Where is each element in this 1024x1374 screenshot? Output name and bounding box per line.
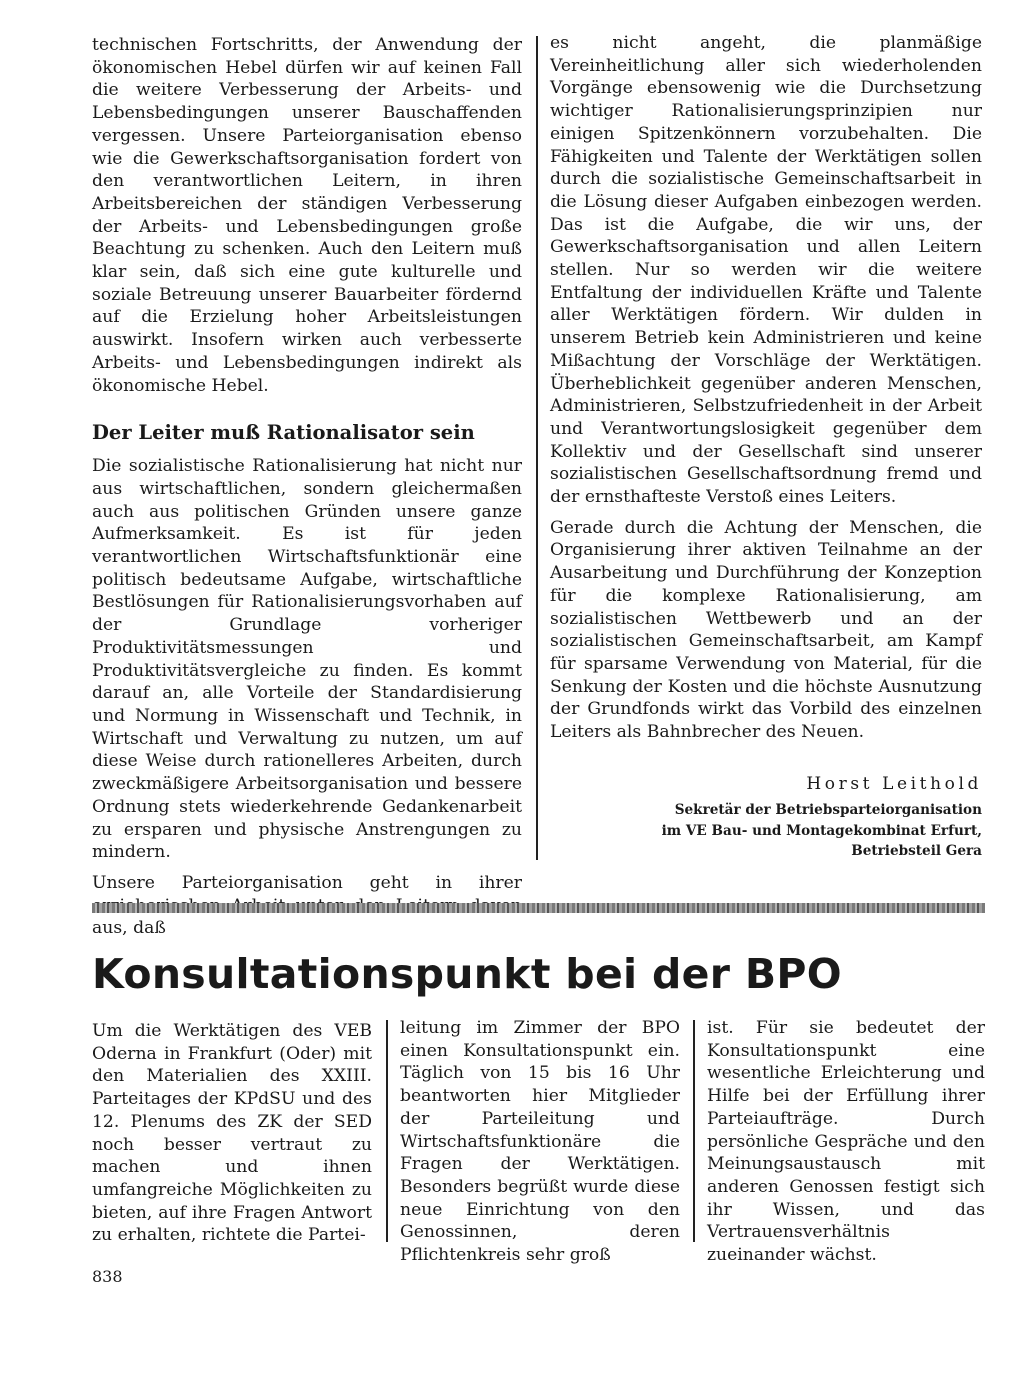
paragraph-benefit: ist. Für sie bedeutet der Konsultationspunkt eine wesentliche Erleichterung und Hilfe bei der Erfüllung ihrer Parteiaufträge. Durch persönliche Gespräche und den Meinungsaustausch mit anderen Genossen festigt sich ihr Wissen, und das Vertrauensverhältnis zueinander wächst. [707,1018,985,1266]
paragraph-working-conditions: technischen Fortschritts, der Anwendung der ökonomischen Hebel dürfen wir auf keinen Fall die weitere Verbesserung der Arbeits- und Lebensbedingungen unserer Bauschaffenden vergessen. Unsere Parteiorganisation ebenso wie die Gewerkschaftsorganisation fordert von den verantwortlichen Leitern, in ihren Arbeitsbereichen der ständigen Verbesserung der Arbeits- und Lebensbedingungen große Beachtung zu schenken. Auch den Leitern muß klar sein, daß sich eine gute kulturelle und soziale Betreuung unserer Bauarbeiter fördernd auf die Erzielung hoher Arbeitsleistungen auswirkt. Insofern wirken auch verbesserte Arbeits- und Lebensbedingungen indirekt als ökonomische Hebel. [92,35,522,396]
bottom-column-3 [707,1017,985,1267]
bottom-column-2 [400,1017,680,1267]
article-left-column [92,34,522,940]
paragraph-rationalization: Die sozialistische Rationalisierung hat nicht nur aus wirtschaftlichen, sondern gleichermaßen auch aus politischen Gründen unsere ganze Aufmerksamkeit. Es ist für jeden verantwortlichen Wirtschaftsfunktionär eine politisch bedeutsame Aufgabe, wirtschaftliche Bestlösungen für Rationalisierungsvorhaben auf der Grundlage vorheriger Produktivitätsmessungen und Produktivitätsvergleiche zu finden. Es kommt darauf an, alle Vorteile der Standardisierung und Normung in Wissenschaft und Technik, in Wirtschaft und Verwaltung zu nutzen, um auf diese Weise durch rationelleres Arbeiten, durch zweckmäßigere Arbeitsorganisation und bessere Ordnung stets wiederkehrende Gedankenarbeit zu ersparen und physische Anstrengungen zu mindern. [92,456,522,863]
article-right-column [550,32,982,744]
author-title: Sekretär der Betriebsparteiorganisation im VE Bau- und Montagekombinat Erfurt, Betriebsteil Gera [661,802,982,859]
page-number: 838 [92,1267,123,1286]
column-divider [386,1020,388,1242]
section-subheading: Der Leiter muß Rationalisator sein [92,421,475,445]
paragraph-leader-example: Gerade durch die Achtung der Menschen, die Organisierung ihrer aktiven Teilnahme an der Ausarbeitung und Durchführung der Konzeption für die komplexe Rationalisierung, am sozialistischen Wettbewerb und an der sozialistischen Gemeinschaftsarbeit, am Kampf für sparsame Verwendung von Material, für die Senkung der Kosten und die höchste Ausnutzung der Grundfonds wirkt das Vorbild des einzelnen Leiters als Bahnbrecher des Neuen. [550,517,982,743]
column-divider [693,1020,695,1242]
paragraph-party-education: Unsere Parteiorganisation geht in ihrer aus, daß [92,872,522,939]
bottom-column-1 [92,1020,372,1247]
author-name: Horst Leithold [806,774,982,794]
section-separator-bar [92,903,985,913]
paragraph-standardization: es nicht angeht, die planmäßige Vereinheitlichung aller sich wiederholenden Vorgänge ebensowenig wie die Durchsetzung wichtiger Rationalisierungsprinzipien nur einigen Spitzenkönnern vorzubehalten. Die Fähigkeiten und Talente der Werktätigen sollen durch die sozialistische Gemeinschaftsarbeit in die Lösung dieser Aufgaben einbezogen werden. Das ist die Aufgabe, die wir uns, der Gewerkschaftsorganisation und allen Leitern stellen. Nur so werden wir die weitere Entfaltung der individuellen Kräfte und Talente aller Werktätigen fördern. Wir dulden in unserem Betrieb kein Administrieren und keine Mißachtung der Vorschläge der Werktätigen. Überheblichkeit gegenüber anderen Menschen, Administrieren, Selbstzufriedenheit in der Arbeit und Verantwortungslosigkeit gegenüber dem Kollektiv und der Gesellschaft sind unserer sozialistischen Gesellschaftsordnung fremd und der ernsthafteste Verstoß eines Leiters. [550,33,982,508]
paragraph-intro: Um die Werktätigen des VEB Oderna in Frankfurt (Oder) mit den Materialien des XXIII. Parteitages der KPdSU und des 12. Plenums des ZK der SED noch besser vertraut zu machen und ihnen umfangreiche Möglichkeiten zu bieten, auf ihre Fragen Antwort zu erhalten, richtete die Partei- [92,1021,372,1246]
author-signature [542,772,982,862]
article-heading: Konsultationspunkt bei der BPO [92,950,842,998]
paragraph-consultation: leitung im Zimmer der BPO einen Konsultationspunkt ein. Täglich von 15 bis 16 Uhr beantworten hier Mitglieder der Parteileitung und Wirtschaftsfunktionäre die Fragen der Werktätigen. Besonders begrüßt wurde diese neue Einrichtung von den Genossinnen, deren Pflichtenkreis sehr groß [400,1018,680,1266]
column-divider [536,36,538,860]
